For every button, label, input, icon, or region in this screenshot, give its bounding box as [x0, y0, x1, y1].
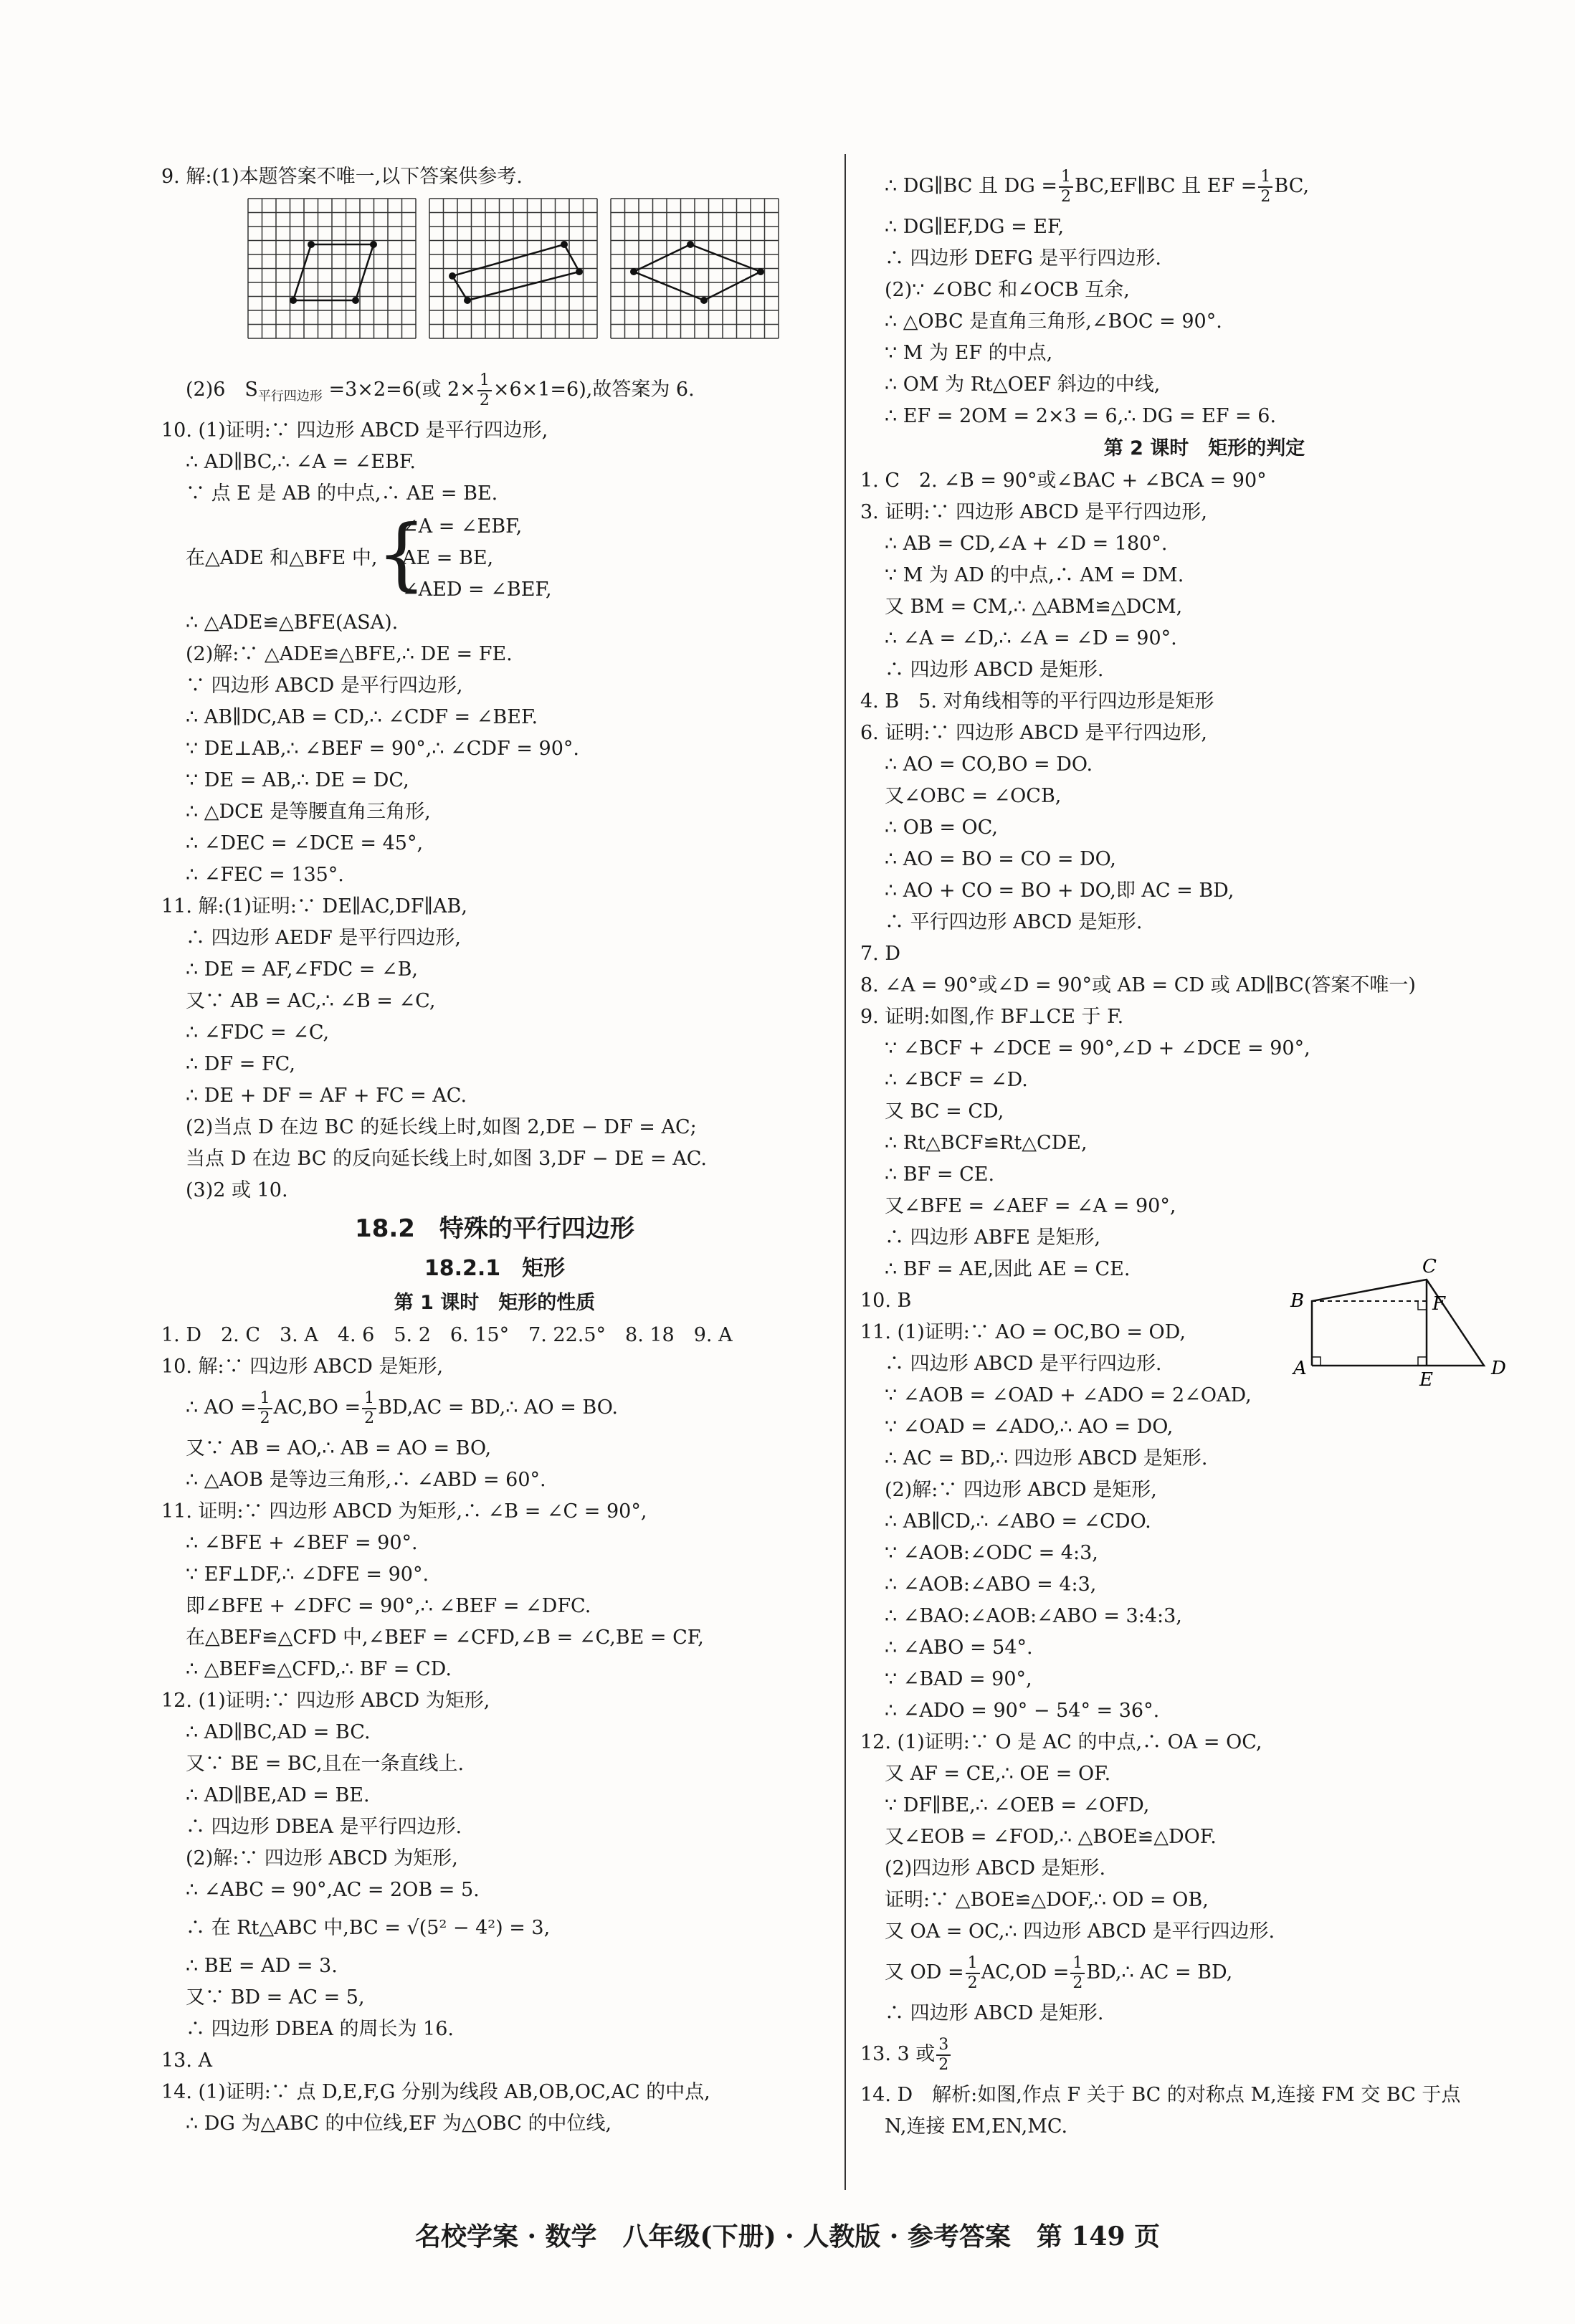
- right-fraction-line: ∴ DG∥BC 且 DG = $\frac{1}{2}$ BC,EF∥BC 且 EF = $\frac{1}{2}$ BC,: [885, 167, 1310, 206]
- label-D: D: [1491, 1358, 1506, 1379]
- q14-right: 14. D 解析:如图,作点 F 关于 BC 的对称点 M,连接 FM 交 BC 于点: [860, 2084, 1461, 2106]
- right-line: ∴ BF = CE.: [885, 1163, 995, 1186]
- q12-line: ∴ 在 Rt△ABC 中,BC = √(5² − 4²) = 3,: [186, 1917, 551, 1939]
- q11-line: 又∵ AB = AC,∴ ∠B = ∠C,: [186, 990, 436, 1012]
- q11-line: 当点 D 在边 BC 的反向延长线上时,如图 3,DF − DE = AC.: [186, 1148, 707, 1170]
- q14-line: 14. (1)证明:∵ 点 D,E,F,G 分别为线段 AB,OB,OC,AC 的中点,: [161, 2081, 710, 2103]
- label-F: F: [1432, 1293, 1446, 1315]
- q10-line: ∴ ∠FEC = 135°.: [186, 864, 344, 886]
- right-line: ∵ ∠BCF + ∠DCE = 90°,∠D + ∠DCE = 90°,: [885, 1037, 1310, 1059]
- right-line: ∴ 四边形 ABCD 是矩形.: [885, 2002, 1104, 2024]
- right-line: 又∠BFE = ∠AEF = ∠A = 90°,: [885, 1195, 1176, 1217]
- q13-answer: 13. A: [161, 2049, 213, 2072]
- right-line: 9. 证明:如图,作 BF⊥CE 于 F.: [860, 1006, 1124, 1028]
- right-line: ∵ ∠OAD = ∠ADO,∴ AO = DO,: [885, 1416, 1174, 1438]
- right-line: ∴ AO = BO = CO = DO,: [885, 848, 1116, 870]
- right-line: ∴ 四边形 ABCD 是平行四边形.: [885, 1353, 1162, 1375]
- q14-line: ∴ DG 为△ABC 的中位线,EF 为△OBC 的中位线,: [186, 2113, 612, 2135]
- right-line: ∴ DG∥EF,DG = EF,: [885, 216, 1065, 238]
- q10-line: ∵ DE⊥AB,∴ ∠BEF = 90°,∴ ∠CDF = 90°.: [186, 738, 579, 760]
- section-title: 18.2 特殊的平行四边形: [355, 1214, 634, 1243]
- q12-line: 又∵ BE = BC,且在一条直线上.: [186, 1753, 465, 1775]
- right-line: ∴ AO = CO,BO = DO.: [885, 753, 1093, 776]
- right-line: ∴ AB = CD,∠A + ∠D = 180°.: [885, 533, 1168, 555]
- q12-line: ∴ 四边形 DBEA 是平行四边形.: [186, 1816, 462, 1838]
- q12-line: 12. (1)证明:∵ 四边形 ABCD 为矩形,: [161, 1690, 490, 1712]
- right-fraction-line-2: 又 OD = $\frac{1}{2}$ AC,OD = $\frac{1}{2}$ BD,∴ AC = BD,: [885, 1953, 1233, 1992]
- q11-line: ∴ ∠FDC = ∠C,: [186, 1021, 330, 1044]
- right-line: 11. (1)证明:∵ AO = OC,BO = OD,: [860, 1321, 1186, 1343]
- q10-line: ∴ △ADE≌△BFE(ASA).: [186, 611, 399, 634]
- q10-line: (2)解:∵ △ADE≌△BFE,∴ DE = FE.: [186, 643, 513, 665]
- right-line: ∴ ∠AOB:∠ABO = 4:3,: [885, 1573, 1097, 1596]
- right-line: (2)四边形 ABCD 是矩形.: [885, 1857, 1106, 1880]
- right-line: ∵ ∠AOB:∠ODC = 4:3,: [885, 1542, 1098, 1564]
- q10-brace-block: 在△ADE 和△BFE 中, { ∠A = ∠EBF, AE = BE, ∠AED = ∠BEF,: [186, 508, 552, 601]
- q11-line: ∴ DE = AF,∠FDC = ∠B,: [186, 958, 419, 981]
- subsection-title: 18.2.1 矩形: [424, 1256, 566, 1281]
- right-line: ∴ 四边形 ABFE 是矩形,: [885, 1227, 1101, 1249]
- right-line: 4. B 5. 对角线相等的平行四边形是矩形: [860, 690, 1214, 713]
- right-line: (2)解:∵ 四边形 ABCD 是矩形,: [885, 1479, 1157, 1501]
- q9-heading: 9. 解:(1)本题答案不唯一,以下答案供参考.: [161, 166, 523, 188]
- right-line: ∴ ∠ADO = 90° − 54° = 36°.: [885, 1700, 1160, 1722]
- q12-line: ∴ 四边形 DBEA 的周长为 16.: [186, 2018, 454, 2040]
- q11b-line: 即∠BFE + ∠DFC = 90°,∴ ∠BEF = ∠DFC.: [186, 1595, 591, 1617]
- right-line: ∴ AB∥CD,∴ ∠ABO = ∠CDO.: [885, 1510, 1151, 1533]
- q9-grids: [161, 193, 828, 365]
- q10b-line: 10. 解:∵ 四边形 ABCD 是矩形,: [161, 1356, 444, 1378]
- right-line: 又∠EOB = ∠FOD,∴ △BOE≌△DOF.: [885, 1826, 1217, 1848]
- right-line: 证明:∵ △BOE≌△DOF,∴ OD = OB,: [885, 1889, 1209, 1911]
- q9-part2: (2)6 $S_{平行四边形} =3\times 2=6$(或 2× $\frac{1}{2}$ ×6×1=6),故答案为 6.: [186, 371, 695, 409]
- q12-line: ∴ AD∥BC,AD = BC.: [186, 1721, 371, 1743]
- lesson-title: 第 1 课时 矩形的性质: [394, 1292, 596, 1314]
- column-divider: [844, 154, 846, 2190]
- q10-line: ∴ △DCE 是等腰直角三角形,: [186, 801, 431, 823]
- right-line: 8. ∠A = 90°或∠D = 90°或 AB = CD 或 AD∥BC(答案不唯一): [860, 974, 1416, 996]
- q11b-line: ∴ ∠BFE + ∠BEF = 90°.: [186, 1532, 418, 1554]
- q10b-line: 又∵ AB = AO,∴ AB = AO = BO,: [186, 1437, 492, 1459]
- q13-right: 13. 3 或 $\frac{3}{2}$: [860, 2029, 1548, 2080]
- right-line: ∵ ∠BAD = 90°,: [885, 1668, 1032, 1690]
- brace-symbol: {: [376, 508, 427, 599]
- q10-line: ∴ AD∥BC,∴ ∠A = ∠EBF.: [186, 451, 416, 473]
- q11-line: (2)当点 D 在边 BC 的延长线上时,如图 2,DE − DF = AC;: [186, 1116, 697, 1138]
- q12-line: 又∵ BD = AC = 5,: [186, 1986, 365, 2009]
- page-footer: 名校学案 · 数学 八年级(下册) · 人教版 · 参考答案 第 149 页: [414, 2221, 1161, 2252]
- right-line: 3. 证明:∵ 四边形 ABCD 是平行四边形,: [860, 501, 1207, 523]
- q11-line: ∴ DF = FC,: [186, 1053, 295, 1075]
- right-line: (2)∵ ∠OBC 和∠OCB 互余,: [885, 279, 1130, 301]
- right-line: 又 BM = CM,∴ △ABM≌△DCM,: [885, 596, 1183, 618]
- label-E: E: [1419, 1369, 1433, 1387]
- label-C: C: [1422, 1256, 1437, 1277]
- right-line: ∵ ∠AOB = ∠OAD + ∠ADO = 2∠OAD,: [885, 1384, 1252, 1406]
- q9-figure: [1283, 1251, 1520, 1387]
- right-line: ∵ M 为 AD 的中点,∴ AM = DM.: [885, 564, 1184, 586]
- right-line: ∴ OM 为 Rt△OEF 斜边的中线,: [885, 373, 1161, 396]
- right-line: ∴ ∠A = ∠D,∴ ∠A = ∠D = 90°.: [885, 627, 1177, 649]
- label-A: A: [1293, 1358, 1307, 1379]
- q10b-line: ∴ △AOB 是等边三角形,∴ ∠ABD = 60°.: [186, 1469, 546, 1491]
- right-line: 7. D: [860, 943, 900, 965]
- lesson-title-2: 第 2 课时 矩形的判定: [1103, 437, 1305, 459]
- grid-figure-1: [244, 193, 423, 343]
- left-column: [161, 161, 828, 2140]
- right-line: ∴ AC = BD,∴ 四边形 ABCD 是矩形.: [885, 1447, 1208, 1470]
- right-line: ∵ M 为 EF 的中点,: [885, 342, 1053, 364]
- q10-line: ∵ 点 E 是 AB 的中点,∴ AE = BE.: [186, 482, 498, 505]
- right-line: ∴ △OBC 是直角三角形,∠BOC = 90°.: [885, 310, 1222, 333]
- label-B: B: [1290, 1290, 1305, 1312]
- q11b-line: ∴ △BEF≌△CFD,∴ BF = CD.: [186, 1658, 452, 1680]
- q11-line: ∴ 四边形 AEDF 是平行四边形,: [186, 927, 461, 949]
- right-line: ∴ 平行四边形 ABCD 是矩形.: [885, 911, 1143, 933]
- right-line: ∴ AO + CO = BO + DO,即 AC = BD,: [885, 880, 1234, 902]
- q10-line: ∴ ∠DEC = ∠DCE = 45°,: [186, 832, 424, 854]
- grid-figure-3: [606, 193, 786, 343]
- parallelogram-1: [293, 244, 373, 300]
- right-line: 1. C 2. ∠B = 90°或∠BAC + ∠BCA = 90°: [860, 470, 1267, 492]
- q10-line: ∴ AB∥DC,AB = CD,∴ ∠CDF = ∠BEF.: [186, 706, 538, 728]
- right-line: 12. (1)证明:∵ O 是 AC 的中点,∴ OA = OC,: [860, 1731, 1262, 1753]
- right-line: 又 OA = OC,∴ 四边形 ABCD 是平行四边形.: [885, 1920, 1275, 1943]
- q10-line: ∵ DE = AB,∴ DE = DC,: [186, 769, 409, 791]
- q12-line: ∴ ∠ABC = 90°,AC = 2OB = 5.: [186, 1879, 480, 1901]
- right-line: 10. B: [860, 1290, 912, 1312]
- q12-line: ∴ AD∥BE,AD = BE.: [186, 1784, 370, 1806]
- right-line: 又 AF = CE,∴ OE = OF.: [885, 1763, 1111, 1785]
- right-line: ∴ BF = AE,因此 AE = CE.: [885, 1258, 1131, 1280]
- right-line: ∴ ∠ABO = 54°.: [885, 1637, 1033, 1659]
- q11b-line: 在△BEF≌△CFD 中,∠BEF = ∠CFD,∠B = ∠C,BE = CF,: [186, 1627, 704, 1649]
- right-line: ∴ 四边形 ABCD 是矩形.: [885, 659, 1104, 681]
- right-line: ∵ DF∥BE,∴ ∠OEB = ∠OFD,: [885, 1794, 1150, 1816]
- right-line: 又 BC = CD,: [885, 1100, 1004, 1123]
- q11-line: 11. 解:(1)证明:∵ DE∥AC,DF∥AB,: [161, 895, 467, 918]
- q11b-line: 11. 证明:∵ 四边形 ABCD 为矩形,∴ ∠B = ∠C = 90°,: [161, 1500, 647, 1523]
- grid-figure-2: [425, 193, 604, 343]
- q12-line: (2)解:∵ 四边形 ABCD 为矩形,: [186, 1847, 458, 1870]
- q11-line: ∴ DE + DF = AF + FC = AC.: [186, 1085, 467, 1107]
- q11b-line: ∵ EF⊥DF,∴ ∠DFE = 90°.: [186, 1563, 429, 1586]
- right-line: ∴ OB = OC,: [885, 816, 998, 839]
- short-answers: 1. D 2. C 3. A 4. 6 5. 2 6. 15° 7. 22.5° 8. 18 9. A: [161, 1324, 733, 1346]
- right-line: ∴ ∠BCF = ∠D.: [885, 1069, 1028, 1091]
- q10-line: 10. (1)证明:∵ 四边形 ABCD 是平行四边形,: [161, 419, 548, 442]
- right-line: ∴ ∠BAO:∠AOB:∠ABO = 3:4:3,: [885, 1605, 1182, 1627]
- right-line: 6. 证明:∵ 四边形 ABCD 是平行四边形,: [860, 722, 1207, 744]
- q12-line: ∴ BE = AD = 3.: [186, 1955, 338, 1977]
- right-line: ∴ 四边形 DEFG 是平行四边形.: [885, 247, 1161, 270]
- right-line: ∴ EF = 2OM = 2×3 = 6,∴ DG = EF = 6.: [885, 405, 1277, 427]
- q14-right: N,连接 EM,EN,MC.: [885, 2115, 1068, 2138]
- right-column: [860, 161, 1548, 2143]
- q10b-fraction-line: ∴ AO = $\frac{1}{2}$ AC,BO = $\frac{1}{2}$ BD,AC = BD,∴ AO = BO.: [186, 1389, 618, 1427]
- q10-line: ∵ 四边形 ABCD 是平行四边形,: [186, 675, 463, 697]
- right-line: ∴ Rt△BCF≌Rt△CDE,: [885, 1132, 1088, 1154]
- q11-line: (3)2 或 10.: [186, 1179, 288, 1201]
- right-line: 又∠OBC = ∠OCB,: [885, 785, 1062, 807]
